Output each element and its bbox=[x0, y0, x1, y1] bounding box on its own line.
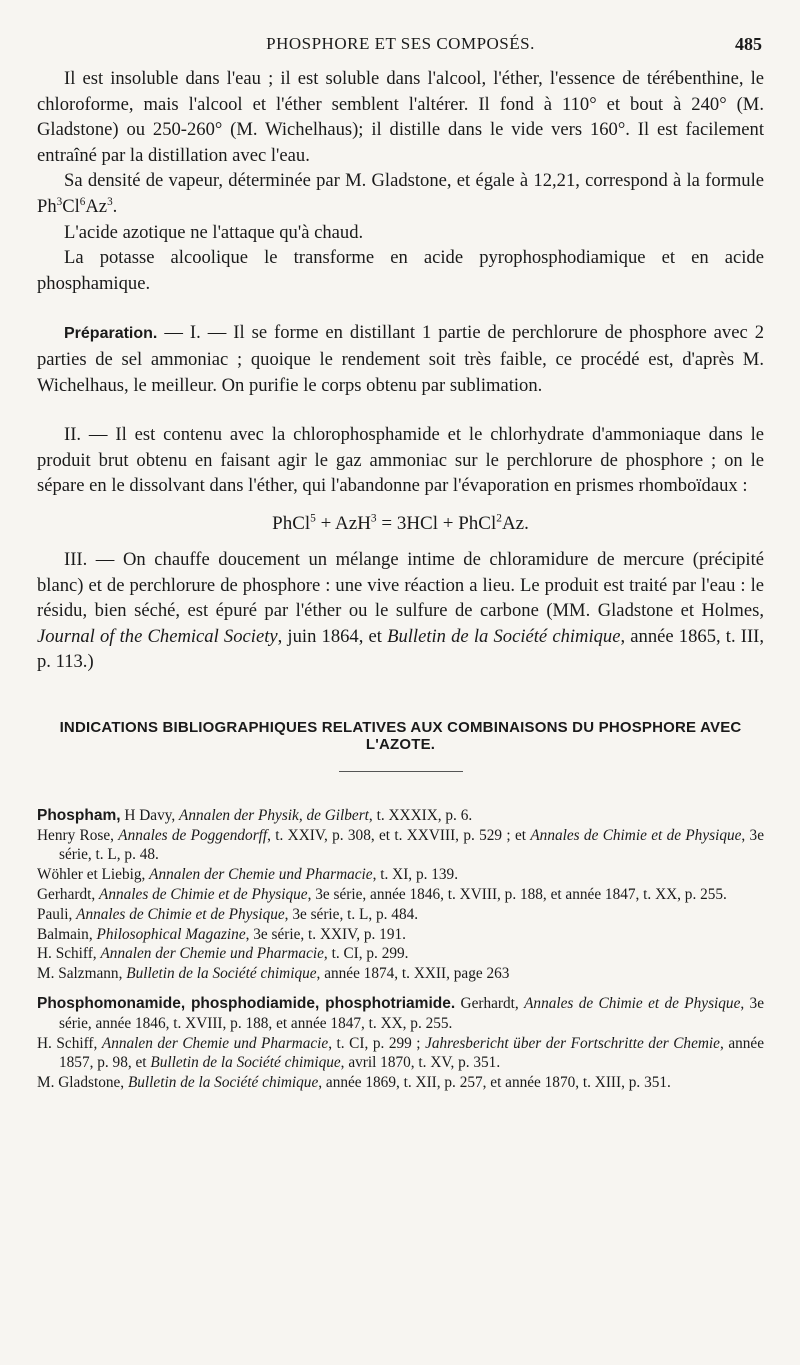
entry-heading: Phosphomonamide, phosphodiamide, phosphotriamide. bbox=[37, 995, 456, 1013]
bibliography-entry bbox=[37, 826, 764, 866]
text-span: , année 1869, t. XII, p. 257, et année 1870, t. XIII, p. 351. bbox=[318, 1074, 671, 1092]
source-title: Annales de Chimie et de Physique bbox=[524, 995, 741, 1013]
text-span: , année 1857, p. 98, et bbox=[59, 1034, 764, 1072]
superscript: 3 bbox=[107, 195, 113, 208]
text-span: Sa densité de vapeur, déterminée par M. Gladstone, et égale à 12,21, correspond à la formule Ph bbox=[37, 170, 764, 217]
bibliography-entry bbox=[37, 925, 764, 945]
source-title: Bulletin de la Société chimique bbox=[150, 1054, 341, 1072]
paragraph-preparation-i bbox=[37, 320, 764, 398]
text-span: , avril 1870, t. XV, p. 351. bbox=[340, 1054, 501, 1072]
bibliography-entry bbox=[37, 1073, 764, 1093]
text-span: M. Salzmann, bbox=[37, 965, 127, 983]
text-span: , 3e série, t. L, p. 484. bbox=[284, 905, 419, 923]
text-span: H. Schiff, bbox=[37, 945, 101, 963]
superscript: 2 bbox=[496, 512, 502, 525]
bibliography-entry bbox=[37, 994, 764, 1034]
running-title: PHOSPHORE ET SES COMPOSÉS. bbox=[266, 34, 535, 53]
text-span: Az. bbox=[501, 512, 529, 534]
text-span: Gerhardt, bbox=[37, 886, 100, 904]
text-span: Henry Rose, bbox=[37, 826, 119, 844]
text-span: . bbox=[112, 195, 118, 217]
superscript: 3 bbox=[370, 512, 377, 525]
preparation-text: — I. — Il se forme en distillant 1 partie de perchlorure de phosphore avec 2 parties de sel ammoniac ; quoique le rendement soit très faible, ce procédé est, d'après M. Wichelhaus, le meilleur. On purifie le corps obtenu par sublimation. bbox=[37, 322, 764, 396]
text-span: , année 1874, t. XXII, page 263 bbox=[316, 965, 510, 983]
superscript: 3 bbox=[56, 195, 63, 208]
text-span: , 3e série, t. L, p. 48. bbox=[59, 826, 764, 864]
source-title: Philosophical Magazine bbox=[96, 925, 246, 943]
text-span: Wöhler et Liebig, bbox=[37, 866, 150, 884]
text-span: III. — On chauffe doucement un mélange intime de chloramidure de mercure (précipité blanc) et de perchlorure de phosphore : une vive réaction a lieu. Le produit est traité par l'eau : le résidu, bien séché, est épuré par l'éther ou le sulfure de carbone (MM. Gladstone et Holmes, bbox=[37, 548, 764, 622]
paragraph-nitric-acid: L'acide azotique ne l'attaque qu'à chaud. bbox=[64, 221, 364, 243]
text-span: , t. XXIV, p. 308, et t. XXVIII, p. 529 ; et bbox=[267, 826, 531, 844]
text-span: , 3e série, année 1846, t. XVIII, p. 188, et année 1847, t. XX, p. 255. bbox=[307, 886, 727, 904]
superscript: 6 bbox=[79, 195, 86, 208]
text-span: , t. CI, p. 299 ; bbox=[328, 1034, 426, 1052]
source-title: Bulletin de la Société chimique bbox=[126, 965, 317, 983]
source-title: Annalen der Chemie und Pharmacie bbox=[149, 866, 373, 884]
text-span: H Davy, bbox=[120, 806, 180, 824]
text-span: = 3HCl + PhCl bbox=[376, 512, 497, 534]
preparation-label: Préparation. bbox=[64, 325, 158, 343]
source-title: Bulletin de la Société chimique bbox=[127, 1074, 319, 1092]
source-title: Annalen der Chemie und Pharmacie bbox=[100, 945, 324, 963]
text-span: , t. XXXIX, p. 6. bbox=[368, 806, 473, 824]
chemical-equation bbox=[37, 513, 764, 535]
text-span: , t. CI, p. 299. bbox=[323, 945, 409, 963]
bibliography-list bbox=[37, 806, 764, 1093]
text-span: M. Gladstone, bbox=[37, 1074, 128, 1092]
paragraph-preparation-ii: II. — Il est contenu avec la chlorophosphamide et le chlorhydrate d'ammoniaque dans le produit brut obtenu en faisant agir le gaz ammoniac sur le perchlorure de phosphore ; on le sépare en le dissolvant dans l'éther, qui l'abandonne par l'évaporation en prismes rhomboïdaux : bbox=[37, 424, 764, 497]
bibliography-entry bbox=[37, 905, 764, 925]
source-title: Annalen der Chemie und Pharmacie bbox=[101, 1034, 329, 1052]
text-span: H. Schiff, bbox=[37, 1034, 102, 1052]
paragraph-properties: Il est insoluble dans l'eau ; il est soluble dans l'alcool, l'éther, l'essence de térébenthine, le chloroforme, mais l'alcool et l'éther semblent l'altérer. Il fond à 110° et bout à 240° (M. Gladstone) ou 250-260° (M. Wichelhaus); il distille dans le vide vers 160°. Il est facilement entraîné par la distillation avec l'eau. bbox=[37, 68, 764, 166]
text-span: , juin 1864, et bbox=[277, 625, 388, 647]
bibliography-entry bbox=[37, 885, 764, 905]
text-span: , 3e série, t. XXIV, p. 191. bbox=[245, 925, 406, 943]
source-title: Annales de Chimie et de Physique bbox=[530, 826, 742, 844]
text-span: Az bbox=[85, 195, 108, 217]
superscript: 5 bbox=[310, 512, 316, 525]
journal-title: Bulletin de la Société chimique bbox=[387, 625, 621, 647]
page-number: 485 bbox=[735, 34, 762, 54]
text-span: , t. XI, p. 139. bbox=[372, 866, 459, 884]
bibliography-entry bbox=[37, 944, 764, 964]
text-span: Cl bbox=[62, 195, 80, 217]
text-span: PhCl bbox=[272, 512, 311, 534]
bibliography-entry bbox=[37, 865, 764, 885]
text-span: + AzH bbox=[315, 512, 371, 534]
text-span: Balmain, bbox=[37, 925, 97, 943]
source-title: Annales de Chimie et de Physique bbox=[76, 905, 285, 923]
page-header bbox=[37, 30, 764, 66]
bibliography-title: INDICATIONS BIBLIOGRAPHIQUES RELATIVES AUX COMBINAISONS DU PHOSPHORE AVEC L'AZOTE. bbox=[59, 718, 742, 753]
bibliography-entry bbox=[37, 1034, 764, 1074]
bibliography-entry bbox=[37, 964, 764, 984]
paragraph-preparation-iii bbox=[37, 547, 764, 675]
text-span: , année 1865, t. III, p. 113.) bbox=[37, 625, 765, 673]
text-span: , 3e série, année 1846, t. XVIII, p. 188, et année 1847, t. XX, p. 255. bbox=[59, 995, 764, 1032]
source-title: Annales de Chimie et de Physique bbox=[99, 886, 308, 904]
divider bbox=[339, 771, 463, 772]
source-title: Jahresbericht über der Fortschritte der Chemie bbox=[425, 1034, 720, 1052]
paragraph-potash: La potasse alcoolique le transforme en acide pyrophosphodiamique et en acide phosphamique. bbox=[37, 247, 764, 294]
source-title: Annalen der Physik, de Gilbert bbox=[179, 806, 369, 824]
journal-title: Journal of the Chemical Society bbox=[37, 625, 278, 647]
text-span: Gerhardt, bbox=[455, 995, 525, 1013]
paragraph-vapor-density bbox=[37, 168, 764, 219]
source-title: Annales de Poggendorff bbox=[118, 826, 268, 844]
text-span: Pauli, bbox=[37, 905, 77, 923]
bibliography-entry bbox=[37, 806, 764, 826]
entry-heading: Phospham, bbox=[37, 806, 121, 824]
